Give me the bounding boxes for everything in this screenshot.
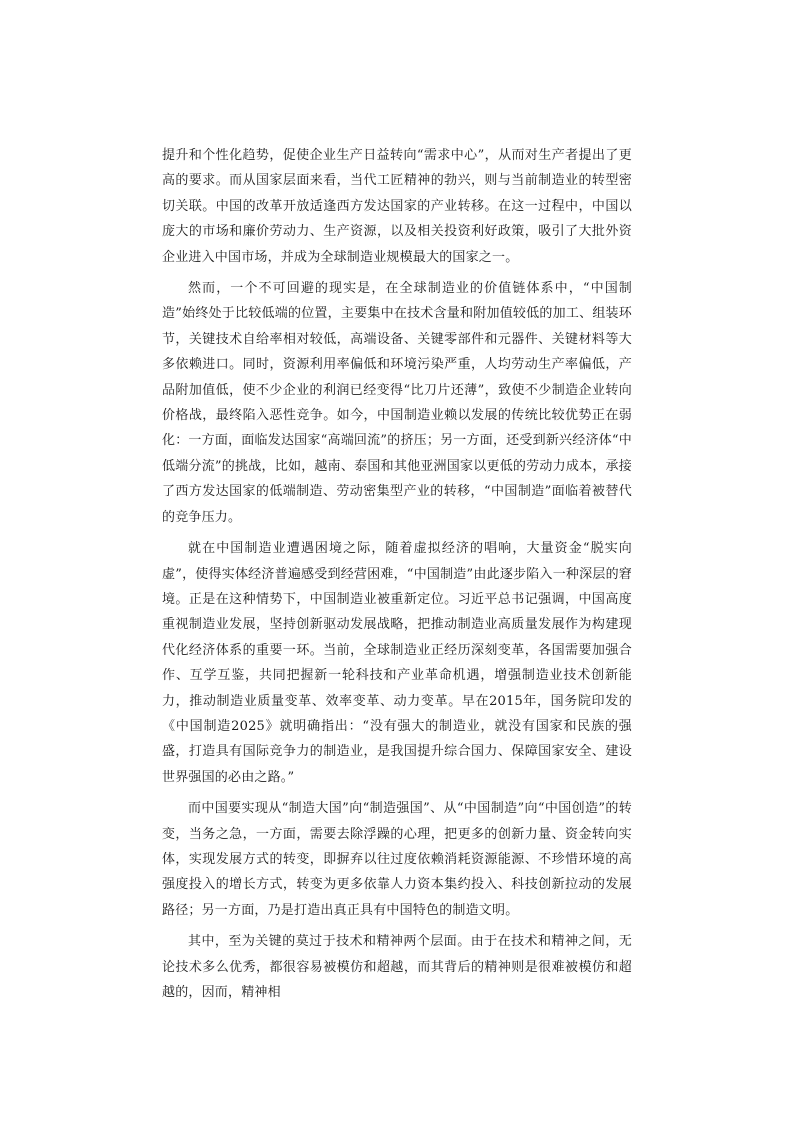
- paragraph-4: 而中国要实现从“制造大国”向“制造强国”、从“中国制造”向“中国创造”的转变，当务之急，一方面，需要去除浮躁的心理，把更多的创新力量、资金转向实体，实现发展方式的转变，即摒弃以往过度依赖消耗资源能源、不珍惜环境的高强度投入的增长方式，转变为更多依靠人力资本集约投入、科技创新拉动的发展路径；另一方面，乃是打造出真正具有中国特色的制造文明。: [162, 801, 632, 918]
- article-body: [162, 143, 632, 1005]
- paragraph-3: 就在中国制造业遭遇困境之际，随着虚拟经济的唱响，大量资金“脱实向虚”，使得实体经济普遍感受到经营困难，“中国制造”由此逐步陷入一种深层的窘境。正是在这种情势下，中国制造业被重新定位。习近平总书记强调，中国高度重视制造业发展，坚持创新驱动发展战略，把推动制造业高质量发展作为构建现代化经济体系的重要一环。当前，全球制造业正经历深刻变革，各国需要加强合作、互学互鉴，共同把握新一轮科技和产业革命机遇，增强制造业技术创新能力，推动制造业质量变革、效率变革、动力变革。早在2015年，国务院印发的《中国制造2025》就明确指出：“没有强大的制造业，就没有国家和民族的强盛，打造具有国际竞争力的制造业，是我国提升综合国力、保障国家安全、建设世界强国的必由之路。”: [162, 541, 632, 785]
- paragraph-1: 提升和个性化趋势，促使企业生产日益转向“需求中心”，从而对生产者提出了更高的要求。而从国家层面来看，当代工匠精神的勃兴，则与当前制造业的转型密切关联。中国的改革开放适逢西方发达国家的产业转移。在这一过程中，中国以庞大的市场和廉价劳动力、生产资源，以及相关投资利好政策，吸引了大批外资企业进入中国市场，并成为全球制造业规模最大的国家之一。: [162, 148, 632, 265]
- paragraph-2: 然而，一个不可回避的现实是，在全球制造业的价值链体系中，“中国制造”始终处于比较低端的位置，主要集中在技术含量和附加值较低的加工、组装环节，关键技术自给率相对较低，高端设备、关键零部件和元器件、关键材料等大多依赖进口。同时，资源利用率偏低和环境污染严重，人均劳动生产率偏低，产品附加值低，使不少企业的利润已经变得“比刀片还薄”，致使不少制造企业转向价格战，最终陷入恶性竞争。如今，中国制造业赖以发展的传统比较优势正在弱化：一方面，面临发达国家“高端回流”的挤压；另一方面，还受到新兴经济体“中低端分流”的挑战，比如，越南、泰国和其他亚洲国家以更低的劳动力成本，承接了西方发达国家的低端制造、劳动密集型产业的转移，“中国制造”面临着被替代的竞争压力。: [162, 281, 632, 525]
- paragraph-5: 其中，至为关键的莫过于技术和精神两个层面。由于在技术和精神之间，无论技术多么优秀，都很容易被模仿和超越，而其背后的精神则是很难被模仿和超越的，因而，精神相: [162, 934, 632, 1000]
